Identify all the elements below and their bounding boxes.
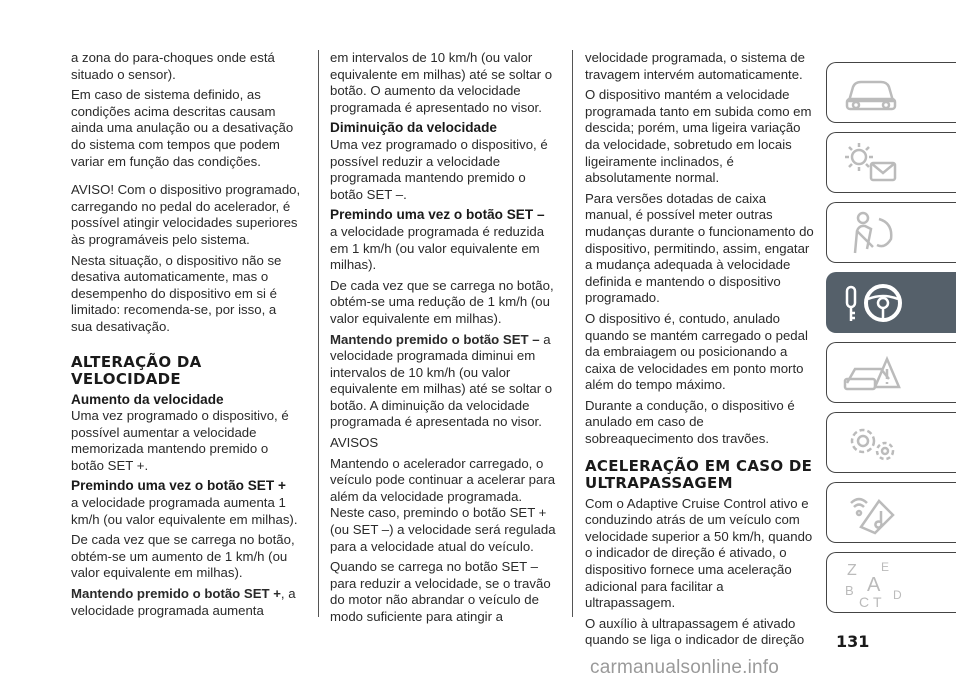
tab-index[interactable]	[826, 552, 956, 613]
paragraph: em intervalos de 10 km/h (ou valor equivalente em milhas) até se soltar o botão. O aumento da velocidade programada é apresentado no visor.	[330, 50, 553, 115]
page-number: 131	[836, 632, 870, 651]
warning-lights-icon	[841, 139, 901, 187]
column-divider	[572, 50, 573, 617]
warning-paragraph: AVISO! Com o dispositivo programado, carregando no pedal do acelerador, é possível atingir velocidades superiores às programáveis pelo sistema.	[71, 182, 301, 247]
paragraph: De cada vez que se carrega no botão, obtém-se um aumento de 1 km/h (ou valor equivalente em milhas).	[71, 532, 295, 581]
paragraph: Nesta situação, o dispositivo não se desativa automaticamente, mas o desempenho do dispositivo em si é limitado: recomenda-se, por isso, a sua desativação.	[71, 252, 282, 334]
chapter-tabs	[826, 62, 956, 622]
paragraph: Para versões dotadas de caixa manual, é possível meter outras mudanças durante o funcionamento do dispositivo, permitindo, assim, engatar a mudança adequada à velocidade definida e mantendo o dispositivo programado.	[585, 190, 814, 306]
seatbelt-airbag-icon	[841, 209, 901, 257]
index-letter: E	[881, 560, 890, 574]
section-heading: ACELERAÇÃO EM CASO DE ULTRAPASSAGEM	[585, 456, 813, 492]
index-letter: Z	[847, 562, 857, 579]
index-letter: C	[859, 594, 870, 609]
paragraph: a velocidade programada diminui em intervalos de 10 km/h (ou valor equivalente em milhas) até se soltar o botão. A diminuição da velocidade programada é apresentada no visor.	[330, 331, 553, 430]
paragraph: a velocidade programada aumenta 1 km/h (ou valor equivalente em milhas).	[71, 495, 298, 527]
paragraph: Uma vez programado o dispositivo, é possível aumentar a velocidade memorizada mantendo premido o botão SET +.	[71, 408, 289, 473]
paragraph: a zona do para-choques onde está situado o sensor).	[71, 50, 275, 82]
maintenance-gears-icon	[841, 419, 901, 467]
car-icon	[841, 69, 901, 117]
multimedia-icon	[841, 489, 901, 537]
avisos-label: AVISOS	[330, 435, 379, 451]
text-column-2	[330, 50, 560, 630]
paragraph: velocidade programada, o sistema de travagem intervém automaticamente.	[585, 50, 805, 82]
column-divider	[318, 50, 319, 617]
index-letter: A	[867, 574, 881, 596]
emergency-triangle-icon	[841, 349, 901, 397]
index-letter: B	[845, 583, 854, 598]
tab-multimedia[interactable]	[826, 482, 956, 543]
tab-maintenance[interactable]	[826, 412, 956, 473]
index-letter: T	[873, 594, 882, 609]
paragraph: De cada vez que se carrega no botão, obtém-se uma redução de 1 km/h (ou valor equivalente em milhas).	[330, 277, 554, 326]
watermark: carmanualsonline.info	[590, 657, 780, 678]
paragraph: Quando se carrega no botão SET – para reduzir a velocidade, se o travão do motor não abrandar o veículo de modo suficiente para atingir a	[330, 559, 551, 624]
subheading: Premindo uma vez o botão SET –	[330, 207, 545, 223]
text-column-1	[71, 50, 301, 623]
key-steering-wheel-icon	[841, 279, 911, 329]
tab-key-steering-wheel[interactable]	[826, 272, 956, 333]
tab-car[interactable]	[826, 62, 956, 123]
paragraph: Em caso de sistema definido, as condições acima descritas causam ainda uma anulação ou a desativação do sistema com tempos que podem variar em função das condições.	[71, 87, 294, 169]
paragraph: , a velocidade programada aumenta	[71, 586, 296, 618]
paragraph: Com o Adaptive Cruise Control ativo e conduzindo atrás de um veículo com velocidade superior a 50 km/h, quando o indicador de direção é ativado, o dispositivo fornece uma aceleração adicional para facilitar a ultrapassagem.	[585, 495, 813, 611]
paragraph: Mantendo o acelerador carregado, o veículo pode continuar a acelerar para além da velocidade programada. Neste caso, premindo o botão SET + (ou SET –) a velocidade será regulada para a velocidade atual do veículo.	[330, 455, 556, 554]
subheading: Premindo uma vez o botão SET +	[71, 478, 286, 494]
paragraph: O dispositivo mantém a velocidade programada tanto em subida como em descida; porém, uma ligeira variação da velocidade, sobretudo em locais ligeiramente inclinados, é absolutamente normal.	[585, 87, 812, 186]
inline-subheading: Mantendo premido o botão SET –	[330, 331, 540, 347]
paragraph: Uma vez programado o dispositivo, é possível reduzir a velocidade programada mantendo premido o botão SET –.	[330, 136, 548, 202]
tab-emergency[interactable]	[826, 342, 956, 403]
section-heading: ALTERAÇÃO DA VELOCIDADE	[71, 352, 202, 388]
subheading: Aumento da velocidade	[71, 391, 224, 407]
subheading: Diminuição da velocidade	[330, 120, 497, 136]
paragraph: O dispositivo é, contudo, anulado quando se mantém carregado o pedal da embraiagem ou posicionando a caixa de velocidades em ponto morto além do tempo máximo.	[585, 310, 808, 393]
paragraph: Durante a condução, o dispositivo é anulado em caso de sobreaquecimento dos travões.	[585, 397, 795, 447]
paragraph: O auxílio à ultrapassagem é ativado quando se liga o indicador de direção	[585, 615, 805, 648]
index-letters-icon	[841, 559, 911, 609]
tab-warning-lights[interactable]	[826, 132, 956, 193]
index-letter: D	[893, 588, 902, 602]
paragraph: a velocidade programada é reduzida em 1 km/h (ou valor equivalente em milhas).	[330, 223, 545, 273]
text-column-3	[585, 50, 815, 653]
inline-subheading: Mantendo premido o botão SET +	[71, 586, 281, 602]
tab-seatbelt-airbag[interactable]	[826, 202, 956, 263]
